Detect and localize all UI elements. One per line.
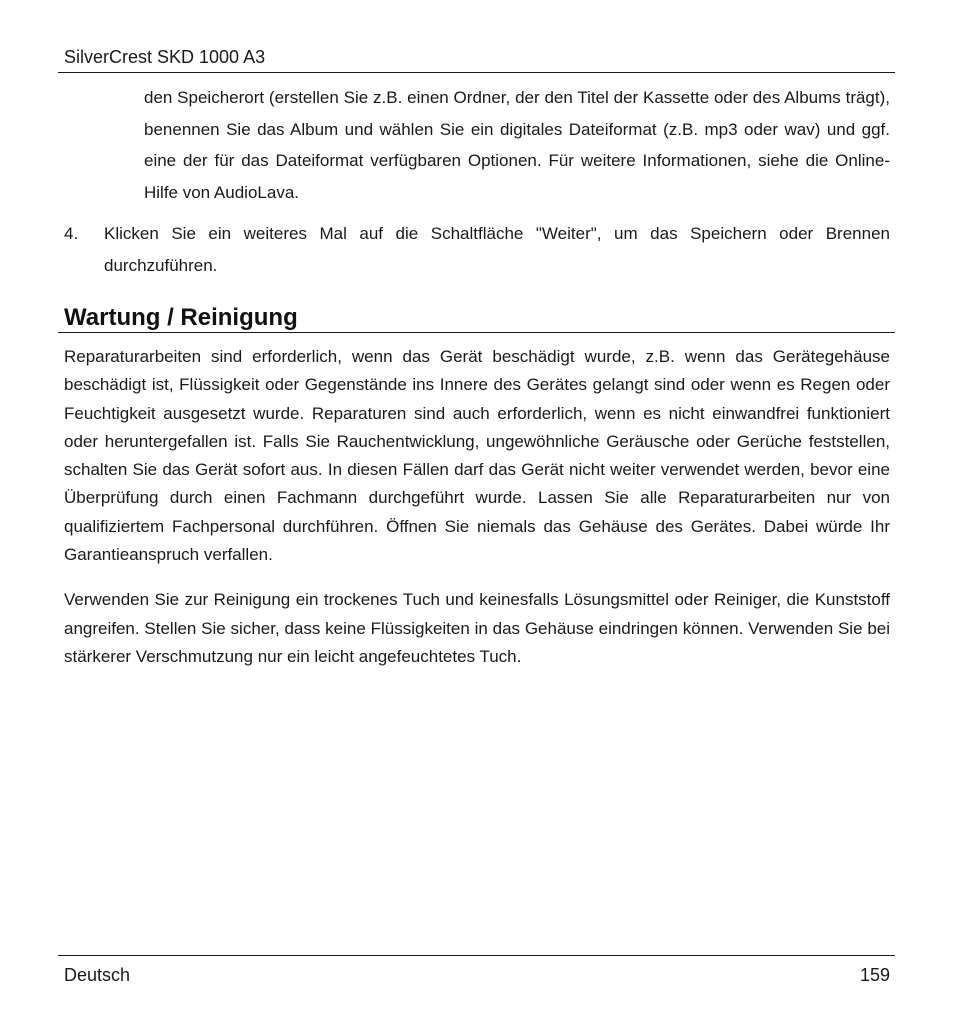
page-footer	[58, 955, 895, 996]
body-paragraph-repairs: Reparaturarbeiten sind erforderlich, wenn das Gerät beschädigt wurde, z.B. wenn das Gerätegehäuse beschädigt ist, Flüssigkeit oder Gegenstände ins Innere des Gerätes gelangt sind oder wenn es Regen oder Feuchtigkeit ausgesetzt wurde. Reparaturen sind auch erforderlich, wenn es nicht einwandfrei funktioniert oder heruntergefallen ist. Falls Sie Rauchentwicklung, ungewöhnliche Geräusche oder Gerüche feststellen, schalten Sie das Gerät sofort aus. In diesen Fällen darf das Gerät nicht weiter verwendet werden, bevor eine Überprüfung durch einen Fachmann durchgeführt wurde. Lassen Sie alle Reparaturarbeiten nur von qualifiziertem Fachpersonal durchführen. Öffnen Sie niemals das Gehäuse des Gerätes. Dabei würde Ihr Garantieanspruch verfallen.	[64, 347, 890, 565]
page-header	[58, 40, 895, 73]
page-number: 159	[859, 965, 890, 985]
section-body	[64, 343, 890, 671]
section-heading: Wartung / Reinigung	[64, 304, 298, 331]
step-text: Klicken Sie ein weiteres Mal auf die Schaltfläche "Weiter", um das Speichern oder Brennen durchzuführen.	[104, 224, 890, 275]
step-item	[64, 218, 890, 281]
section-divider	[58, 332, 895, 333]
footer-language: Deutsch	[64, 965, 131, 985]
page-content	[64, 82, 890, 333]
step-number: 4.	[64, 224, 79, 243]
continued-step-text: den Speicherort (erstellen Sie z.B. einen Ordner, der den Titel der Kassette oder des Albums trägt), benennen Sie das Album und wählen Sie ein digitales Dateiformat (z.B. mp3 oder wav) und ggf. eine der für das Dateiformat verfügbaren Optionen. Für weitere Informationen, siehe die Online-Hilfe von AudioLava.	[144, 88, 890, 202]
header-title: SilverCrest SKD 1000 A3	[64, 47, 266, 67]
body-paragraph-cleaning: Verwenden Sie zur Reinigung ein trockenes Tuch und keinesfalls Lösungsmittel oder Reiniger, die Kunststoff angreifen. Stellen Sie sicher, dass keine Flüssigkeiten in das Gehäuse eindringen können. Verwenden Sie bei stärkerer Verschmutzung nur ein leicht angefeuchtetes Tuch.	[64, 590, 890, 666]
